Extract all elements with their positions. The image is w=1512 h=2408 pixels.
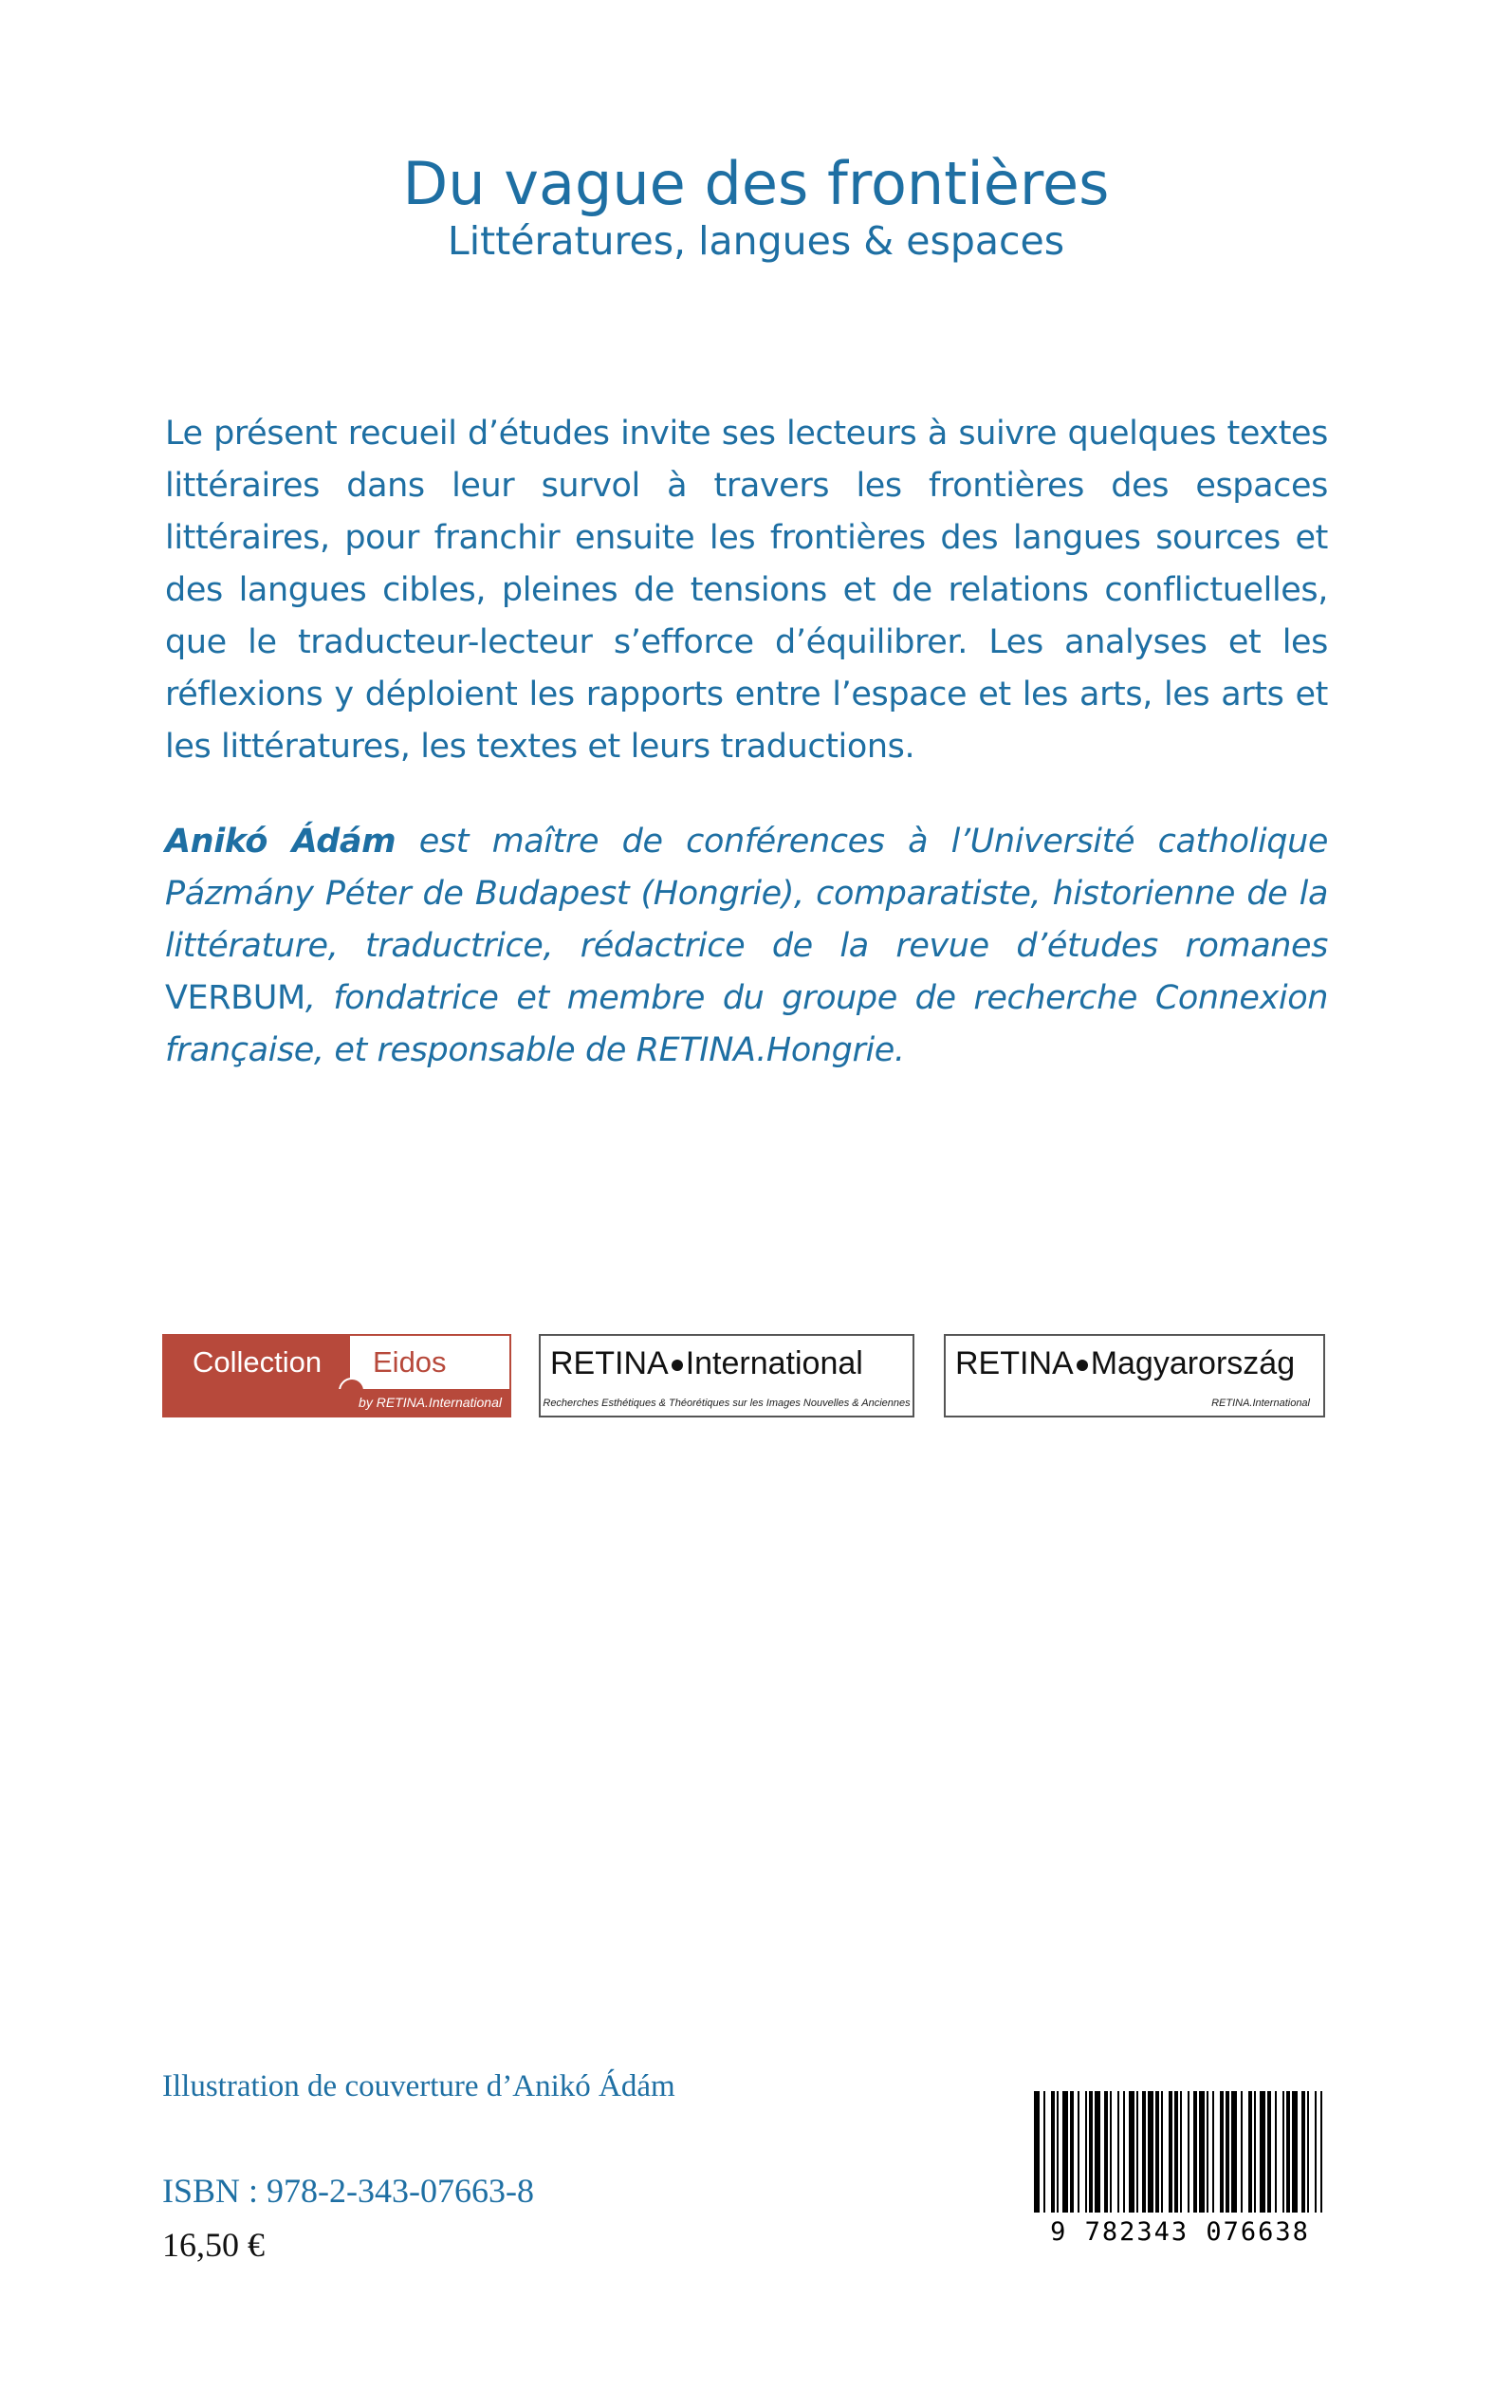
retina-intl-dot-icon (672, 1360, 683, 1371)
author-bio-paragraph (165, 816, 1328, 1077)
retina-intl-right: International (685, 1345, 863, 1381)
cover-illustration-credit: Illustration de couverture d’Anikó Ádám (162, 2069, 675, 2103)
retina-international-wordmark (541, 1336, 913, 1391)
retina-magy-dot-icon (1077, 1360, 1088, 1371)
author-bio-text-1: est maître de conférences à l’Université catholique Pázmány Péter de Budapest (Hongrie), comparatiste, historienne de la littérature, traductrice, rédactrice de la revue d’études romanes (165, 823, 1329, 965)
journal-name: VERBUM (165, 979, 305, 1017)
eidos-logo-right: Eidos (373, 1345, 447, 1379)
retina-magyarorszag-wordmark (946, 1336, 1323, 1391)
retina-intl-left: RETINA (550, 1345, 669, 1381)
eidos-logo-left: Collection (164, 1336, 350, 1389)
retina-international-logo (539, 1334, 914, 1417)
isbn-label: ISBN : 978-2-343-07663-8 (162, 2172, 534, 2210)
author-bio-text-2: , fondatrice et membre du groupe de recherche Connexion française, et responsable de RETINA.Hongrie. (165, 979, 1328, 1069)
price-label: 16,50 € (162, 2226, 265, 2264)
retina-magy-left: RETINA (955, 1345, 1074, 1381)
eidos-logo-byline: by RETINA.International (164, 1389, 509, 1416)
collection-eidos-logo (162, 1334, 511, 1417)
book-subtitle: Littératures, langues & espaces (447, 218, 1065, 264)
summary-paragraph: Le présent recueil d’études invite ses lecteurs à suivre quelques textes littéraires dans leur survol à travers les frontières des espaces littéraires, pour franchir ensuite les frontières des langues sources et des langues cibles, pleines de tensions et de relations conflictuelles, que le traducteur-lecteur s’efforce d’équilibrer. Les analyses et les réflexions y déploient les rapports entre l’espace et les arts, les arts et les littératures, les textes et leurs traductions. (165, 415, 1328, 766)
retina-magy-tagline: RETINA.International (1211, 1398, 1310, 1409)
retina-intl-tagline: Recherches Esthétiques & Théorétiques sur les Images Nouvelles & Anciennes (543, 1398, 911, 1409)
book-title: Du vague des frontières (402, 148, 1110, 218)
retina-magyarorszag-logo (944, 1334, 1325, 1417)
author-name: Anikó Ádám (165, 823, 396, 861)
barcode-digits: 9 782343 076638 (1032, 2213, 1328, 2252)
retina-magy-right: Magyarország (1090, 1345, 1296, 1381)
isbn-barcode (1032, 2091, 1328, 2252)
